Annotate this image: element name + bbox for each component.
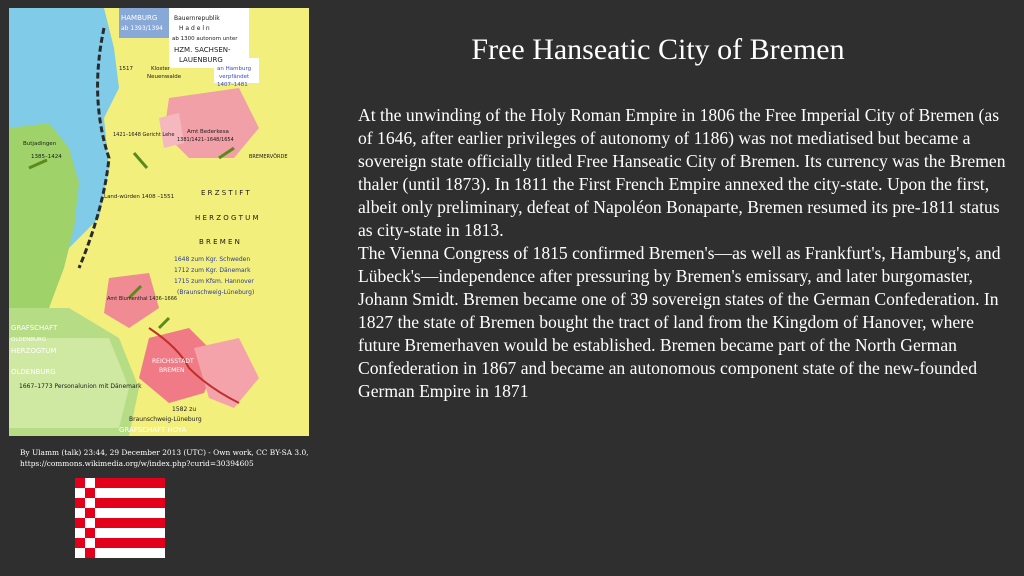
map-label-verpfandet: verpfändet xyxy=(219,74,250,80)
slide-title: Free Hanseatic City of Bremen xyxy=(471,33,845,66)
map-label-hoya: GRAFSCHAFT HOYA xyxy=(119,426,187,434)
bremen-flag-image xyxy=(75,478,165,558)
flag-check xyxy=(85,528,95,538)
map-label-braunschweig-lune: Braunschweig-Lüneburg xyxy=(129,416,202,423)
map-label-hadeln: H a d e l n xyxy=(179,25,210,32)
map-label-bremen-caps: B R E M E N xyxy=(199,238,240,246)
map-label-land-wurden: Land-würden 1408 –1551 xyxy=(104,194,175,200)
map-label-lauenburg: LAUENBURG xyxy=(179,56,223,64)
map-label-butjadingen: Butjadingen xyxy=(23,141,57,147)
map-label-amt-bederkese: Amt Bederkesa xyxy=(187,129,229,135)
map-label-butj-years: 1385–1424 xyxy=(31,154,62,160)
flag-check xyxy=(75,518,85,528)
map-label-reichsstadt: REICHSSTADT xyxy=(152,358,194,365)
flag-stripe xyxy=(95,538,165,548)
historical-map-image xyxy=(9,8,309,436)
map-label-hamburg-years: ab 1393/1394 xyxy=(121,25,163,32)
map-label-grafschaft: GRAFSCHAFT xyxy=(11,324,58,332)
map-label-gericht-lehe: 1421–1648 Gericht Lehe xyxy=(113,132,175,138)
map-label-braunschweig: (Braunschweig-Lüneburg) xyxy=(177,289,255,296)
map-label-kloster: Kloster xyxy=(151,66,171,72)
map-label-hadeln-note: ab 1300 autonom unter xyxy=(172,36,238,42)
map-label-herzogtum: H E R Z O G T U M xyxy=(195,214,259,222)
flag-check xyxy=(85,548,95,558)
map-label-bremervorde: BREMERVÖRDE xyxy=(249,154,288,160)
slide-body xyxy=(358,104,1008,403)
map-label-sachsen: HZM. SACHSEN- xyxy=(174,46,231,54)
flag-stripe xyxy=(95,478,165,488)
flag-check xyxy=(85,508,95,518)
map-label-herzogtum-old: HERZOGTUM xyxy=(11,347,57,355)
map-label-an-hamburg: an Hamburg xyxy=(217,66,252,72)
map-label-personalunion: 1667–1773 Personalunion mit Dänemark xyxy=(19,383,142,390)
image-caption: By Ulamm (talk) 23:44, 29 December 2013 (UTC) - Own work, CC BY-SA 3.0, https://commons.wikimedia.org/w/index.php?curid=30394605 xyxy=(20,448,309,468)
flag-check xyxy=(75,538,85,548)
map-label-1407: 1407–1481 xyxy=(217,82,248,88)
body-paragraph-1: At the unwinding of the Holy Roman Empire in 1806 the Free Imperial City of Bremen (as of 1646, after earlier privileges of autonomy of 1186) was not mediatised but became a sovereign state officially titled Free Hanseatic City of Bremen. Its currency was the Bremen thaler (until 1873). In 1811 the First French Empire annexed the city-state. Upon the first, albeit only preliminary, defeat of Napoléon Bonaparte, Bremen resumed its pre-1811 status as city-state in 1813. xyxy=(358,105,1006,240)
map-label-hamburg: HAMBURG xyxy=(121,14,158,22)
map-label-oldenburg-caps: OLDENBURG xyxy=(11,368,56,376)
flag-check xyxy=(85,488,95,498)
flag-check xyxy=(75,478,85,488)
body-paragraph-2: The Vienna Congress of 1815 confirmed Bremen's—as well as Frankfurt's, Hamburg's, and Lübeck's—independence after pressuring by Bremen's emissary, and later burgomaster, Johann Smidt. Bremen became one of 39 sovereign states of the German Confederation. In 1827 the state of Bremen bought the tract of land from the Kingdom of Hanover, where future Bremerhaven would be established. Bremen became part of the North German Confederation in 1867 and became an autonomous component state of the new-founded German Empire in 1871 xyxy=(358,243,1001,401)
map-label-bremen-red: BREMEN xyxy=(159,367,185,374)
map-label-1582: 1582 zu xyxy=(172,406,197,413)
map-label-neuenwalde: Neuenwalde xyxy=(147,74,182,80)
map-label-erzstift: E R Z S T I F T xyxy=(201,189,250,197)
map-label-blumenthal: Amt Blumenthal 1436–1666 xyxy=(107,296,178,302)
map-label-bederkese-years: 1381/1421–1648/1654 xyxy=(177,137,234,143)
map-label-1715: 1715 zum Kfsm. Hannover xyxy=(174,278,254,285)
map-label-1517: 1517 xyxy=(119,66,133,72)
map-label-1712: 1712 zum Kgr. Dänemark xyxy=(174,267,251,274)
flag-check xyxy=(75,498,85,508)
map-label-1648: 1648 zum Kgr. Schweden xyxy=(174,256,251,263)
map-label-bauernrepublik: Bauernrepublik xyxy=(174,15,220,22)
flag-stripe xyxy=(95,498,165,508)
map-label-oldenburg-small: OLDENBURG xyxy=(11,337,47,343)
flag-stripe xyxy=(95,518,165,528)
